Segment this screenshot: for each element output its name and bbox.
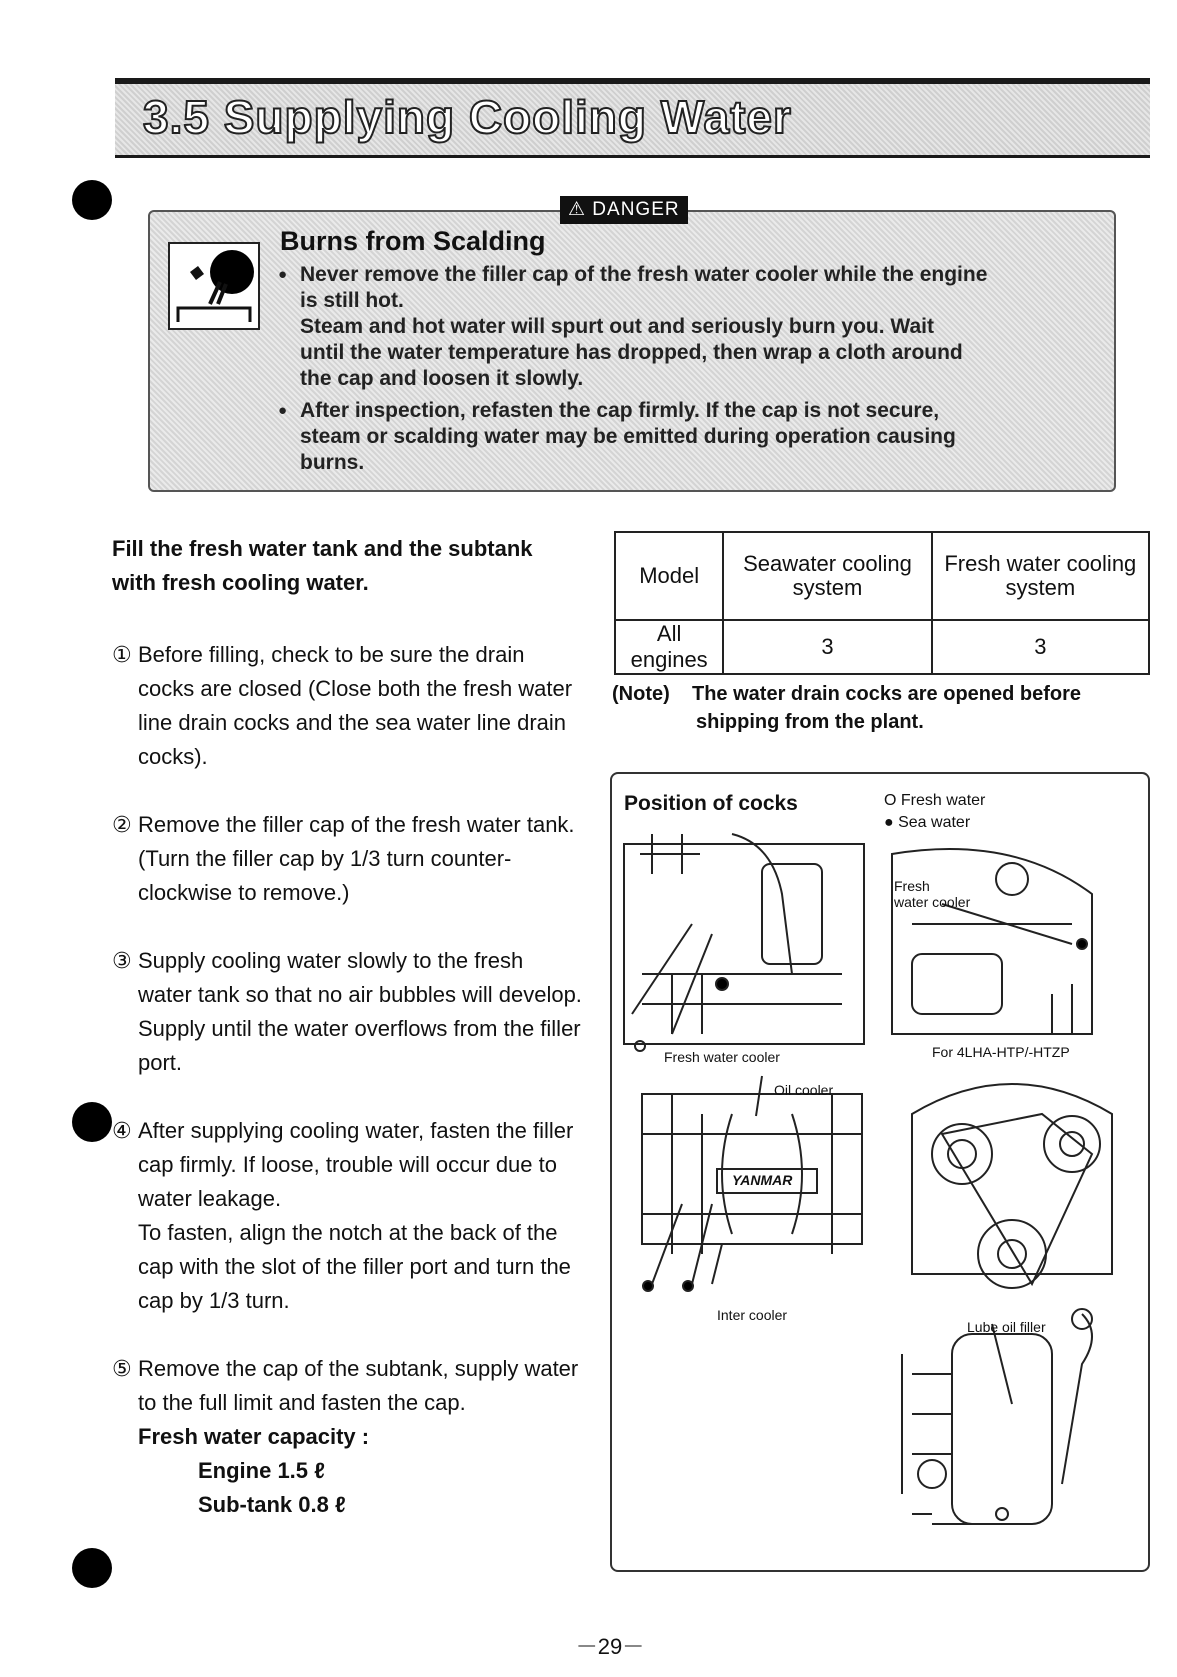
note-text: The water drain cocks are opened before [692,683,1082,705]
danger-line: ● After inspection, refasten the cap firmly. If the cap is not secure, [300,399,940,422]
section-title-bar [115,78,1150,158]
note [612,680,1152,736]
figure-title: Position of cocks [624,792,798,815]
label-fresh-water-cooler: Fresh water cooler [664,1049,780,1065]
label-oil-cooler: Oil cooler [774,1082,834,1098]
step-3 [112,944,582,1080]
legend-sea-water: ● Sea water [884,814,971,831]
step-5 [112,1352,582,1522]
step-number: ⑤ [112,1356,132,1381]
step-2 [112,808,582,910]
table-header: Model [615,532,723,620]
engine-drawing [612,774,1150,1572]
intro-line: with fresh cooling water. [112,570,369,595]
note-text: shipping from the plant. [696,711,924,733]
table-header-row [615,532,1149,620]
danger-heading: Burns from Scalding [280,226,546,256]
capacity-engine: Engine 1.5 ℓ [198,1458,325,1483]
intro-text [112,532,582,600]
punch-hole-middle [72,1102,112,1142]
label-fresh-cooler-a: Fresh [894,878,930,894]
danger-line: until the water temperature has dropped, then wrap a cloth around [300,341,963,364]
capacity-subtank: Sub-tank 0.8 ℓ [198,1492,346,1517]
step-number: ④ [112,1118,132,1143]
punch-hole-top [72,180,112,220]
danger-list [278,262,1108,482]
step-text: After supplying cooling water, fasten the filler cap firmly. If loose, trouble will occur due to water leakage. [138,1118,574,1211]
danger-warning-box [148,199,1116,492]
legend-fresh-water: O Fresh water [884,792,986,809]
label-model: For 4LHA-HTP/-HTZP [932,1044,1070,1060]
table-cell: 3 [723,620,931,674]
table-cell: All engines [615,620,723,674]
step-text: Supply cooling water slowly to the fresh water tank so that no air bubbles will develop. Supply until the water overflows from the filler port. [138,948,582,1075]
step-text: Remove the cap of the subtank, supply water to the full limit and fasten the cap. [138,1356,579,1415]
danger-line: the cap and loosen it slowly. [300,367,584,390]
table-header: Fresh water cooling system [932,532,1149,620]
step-text: Remove the filler cap of the fresh water tank. (Turn the filler cap by 1/3 turn counter-clockwise to remove.) [138,812,575,905]
label-brand: YANMAR [732,1172,793,1188]
section-title: 3.5 Supplying Cooling Water [143,91,792,143]
danger-line: burns. [300,451,365,474]
danger-line: Steam and hot water will spurt out and seriously burn you. Wait [300,315,934,338]
table-cell: 3 [932,620,1149,674]
table-row [615,620,1149,674]
danger-bullet [278,262,1108,392]
step-number: ③ [112,948,132,973]
danger-bullet [278,398,1108,476]
table-header: Seawater cooling system [723,532,931,620]
danger-line: steam or scalding water may be emitted during operation causing [300,425,956,448]
danger-label: ⚠ DANGER [560,196,688,224]
punch-hole-bottom [72,1548,112,1588]
step-number: ① [112,642,132,667]
burn-warning-icon [168,242,260,330]
label-fresh-cooler-b: water cooler [894,894,971,910]
danger-line: is still hot. [300,289,404,312]
step-4 [112,1114,582,1318]
cock-position-figure [610,772,1150,1572]
capacity-label: Fresh water capacity : [138,1424,370,1449]
step-text: Before filling, check to be sure the drain cocks are closed (Close both the fresh water line drain cocks and the sea water line drain cocks). [138,642,573,769]
page-number: －29－ [575,1634,645,1659]
step-1 [112,638,582,774]
step-number: ② [112,812,132,837]
label-inter-cooler: Inter cooler [717,1307,788,1323]
intro-line: Fill the fresh water tank and the subtank [112,536,533,561]
danger-line: ● Never remove the filler cap of the fresh water cooler while the engine [300,263,988,286]
instructions [112,532,582,1556]
spec-table [614,531,1150,675]
step-text: To fasten, align the notch at the back of the cap with the slot of the filler port and turn the cap by 1/3 turn. [138,1220,571,1313]
note-tag: (Note) [612,683,670,705]
label-lube-oil-filler: Lube oil filler [967,1319,1046,1335]
